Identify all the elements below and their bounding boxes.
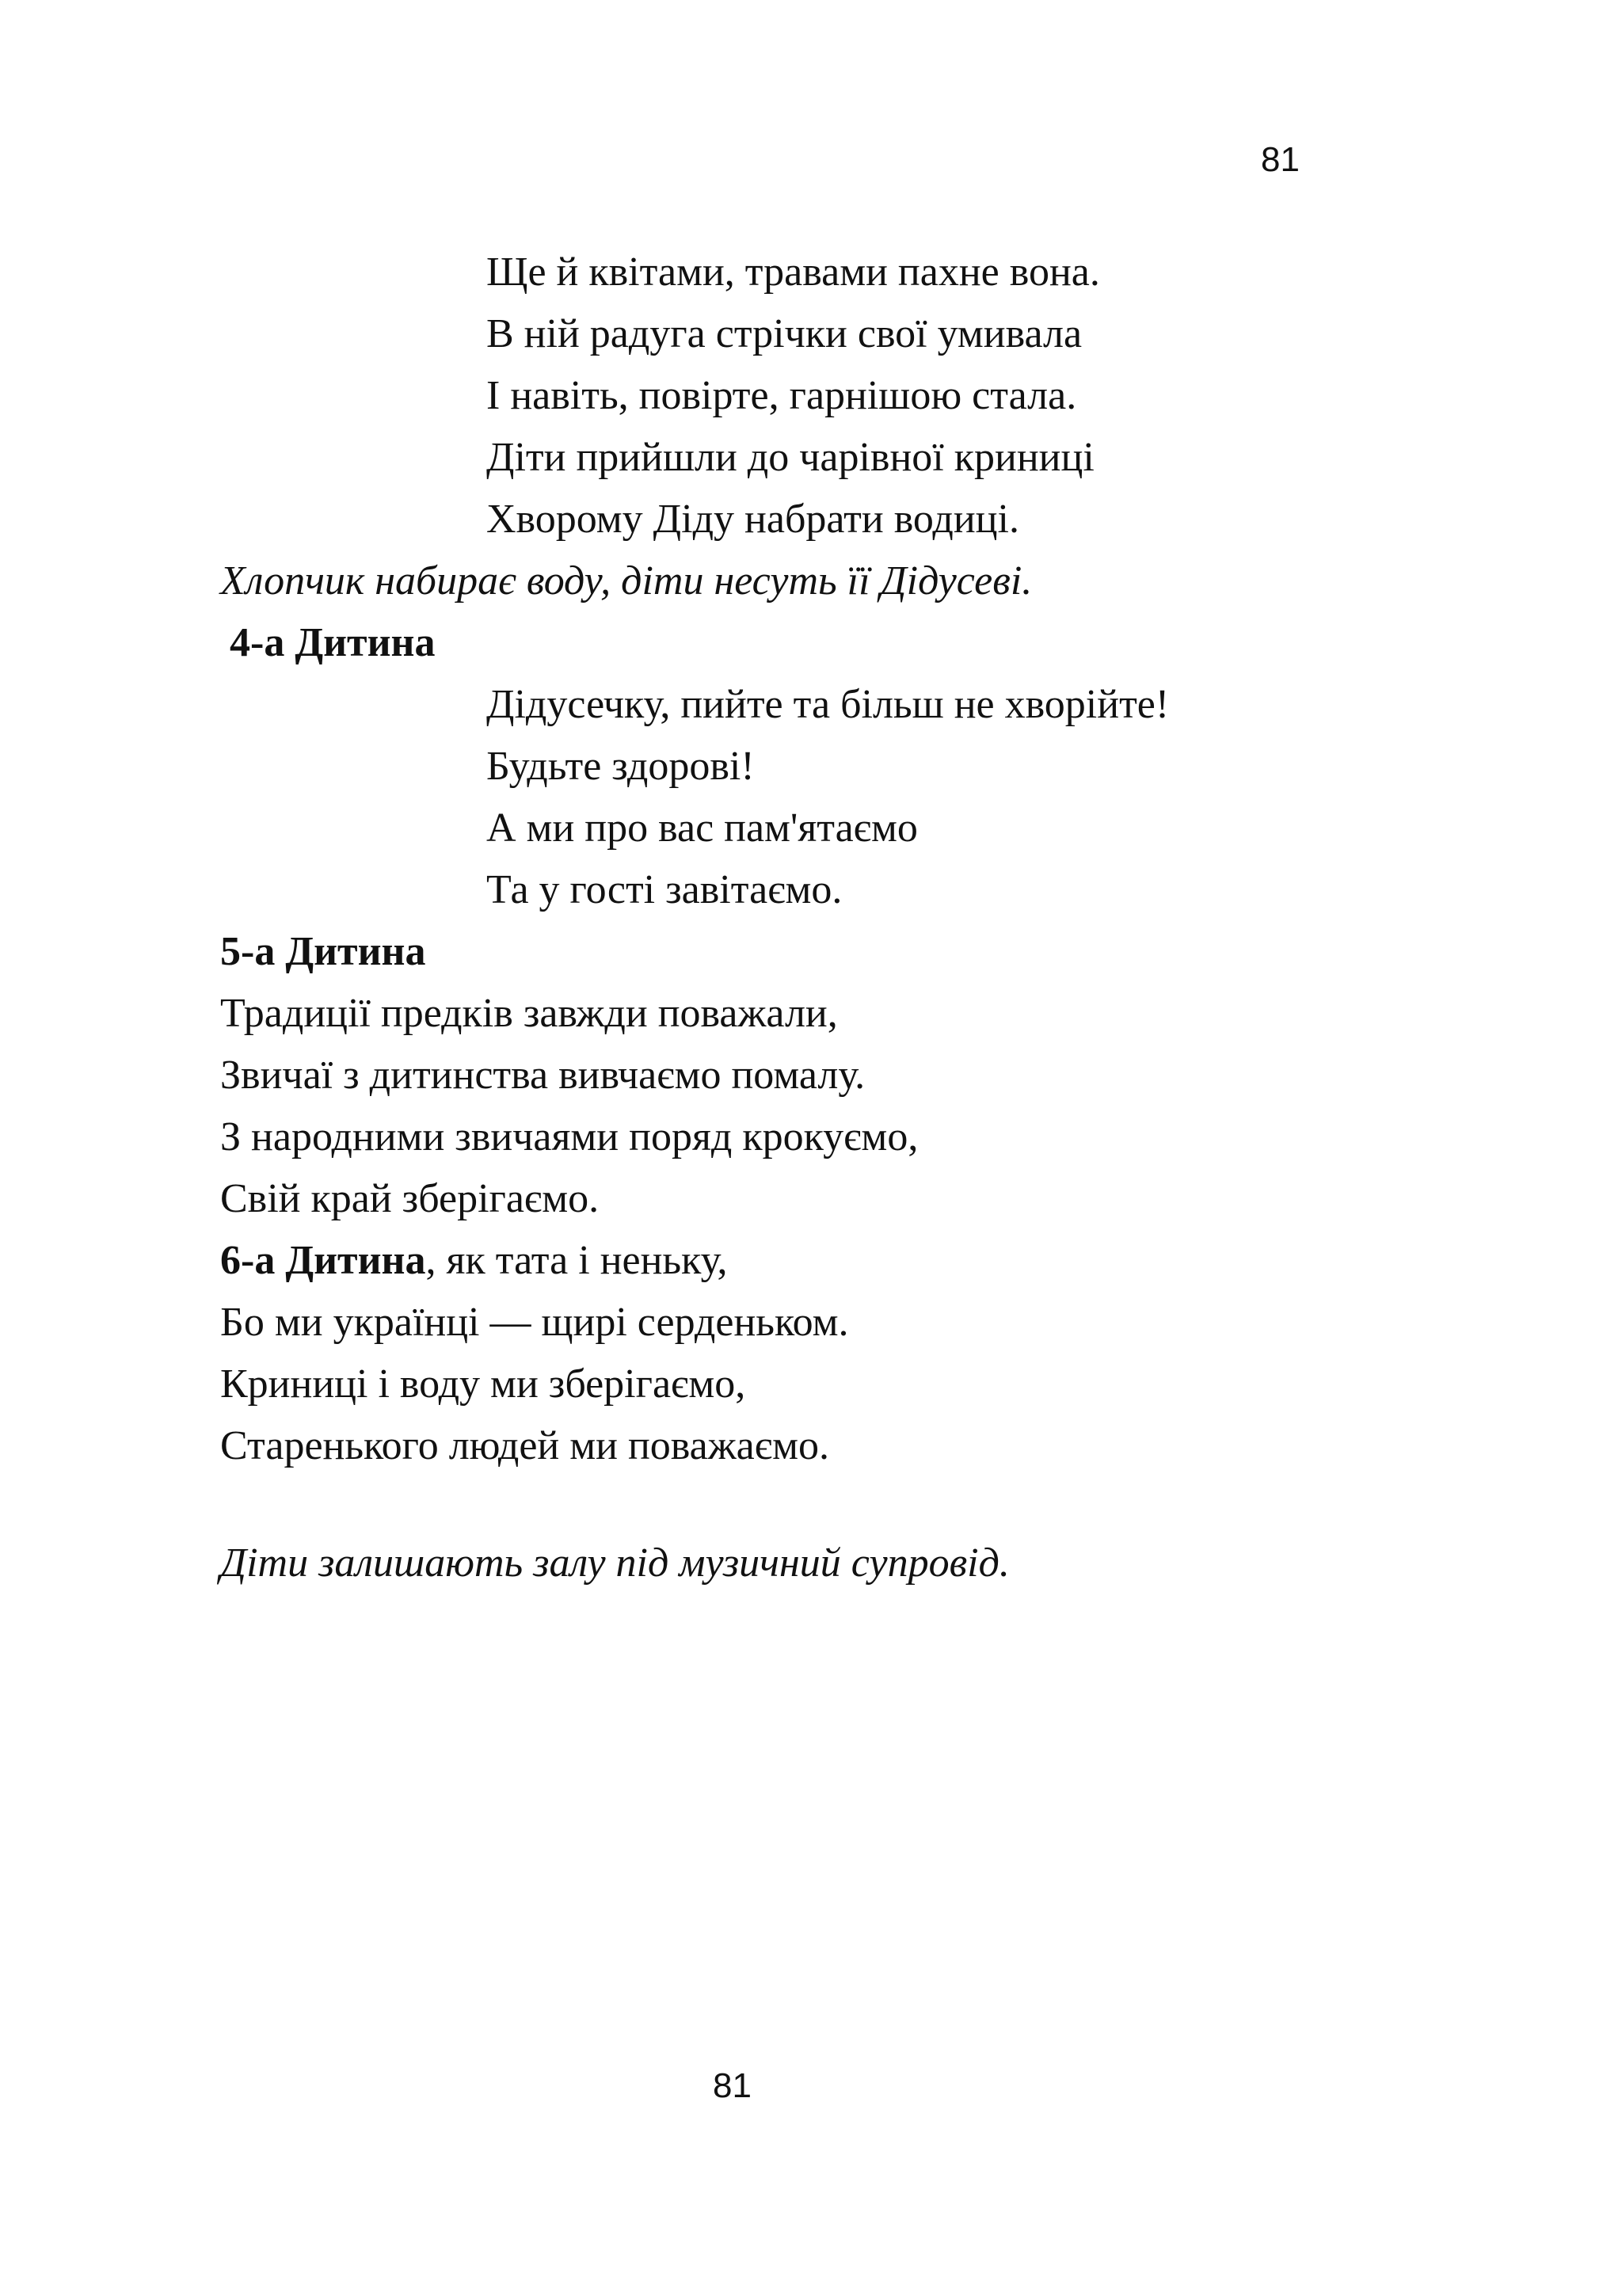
verse-line: З народними звичаями поряд крокуємо, bbox=[220, 1114, 919, 1159]
verse-line: Свій край зберігаємо. bbox=[220, 1176, 600, 1221]
page-number-bottom: 81 bbox=[713, 2066, 752, 2105]
verse-line: І навіть, повірте, гарнішою стала. bbox=[486, 373, 1077, 418]
verse-line: Бо ми українці — щирі серденьком. bbox=[220, 1300, 849, 1345]
verse-line: Звичаї з дитинства вивчаємо помалу. bbox=[220, 1053, 866, 1098]
verse-line: Діти прийшли до чарівної криниці bbox=[486, 435, 1095, 480]
stage-direction: Хлопчик набирає воду, діти несуть її Дідусеві. bbox=[220, 558, 1033, 604]
page-number-top: 81 bbox=[1261, 140, 1300, 179]
verse-line: Та у гості завітаємо. bbox=[486, 867, 843, 912]
speaker-heading: 4-а Дитина bbox=[230, 620, 436, 665]
verse-line: Хворому Діду набрати водиці. bbox=[486, 497, 1019, 542]
verse-line-with-speaker bbox=[220, 1240, 727, 1281]
verse-line: Дідусечку, пийте та більш не хворійте! bbox=[486, 682, 1170, 727]
verse-line: Традиції предків завжди поважали, bbox=[220, 991, 838, 1036]
verse-line: Ще й квітами, травами пахне вона. bbox=[486, 249, 1100, 295]
verse-line-tail: , як тата і неньку, bbox=[425, 1238, 728, 1283]
speaker-heading: 5-а Дитина bbox=[220, 929, 426, 974]
verse-line: А ми про вас пам'ятаємо bbox=[486, 805, 918, 851]
verse-line: Криниці і воду ми зберігаємо, bbox=[220, 1361, 746, 1407]
verse-line: Будьте здорові! bbox=[486, 744, 755, 789]
verse-line: Старенького людей ми поважаємо. bbox=[220, 1423, 829, 1468]
stage-direction: Діти залишають залу під музичний супровід. bbox=[220, 1540, 1010, 1586]
speaker-heading: 6-а Дитина bbox=[220, 1238, 426, 1283]
verse-line: В ній радуга стрічки свої умивала bbox=[486, 311, 1083, 356]
